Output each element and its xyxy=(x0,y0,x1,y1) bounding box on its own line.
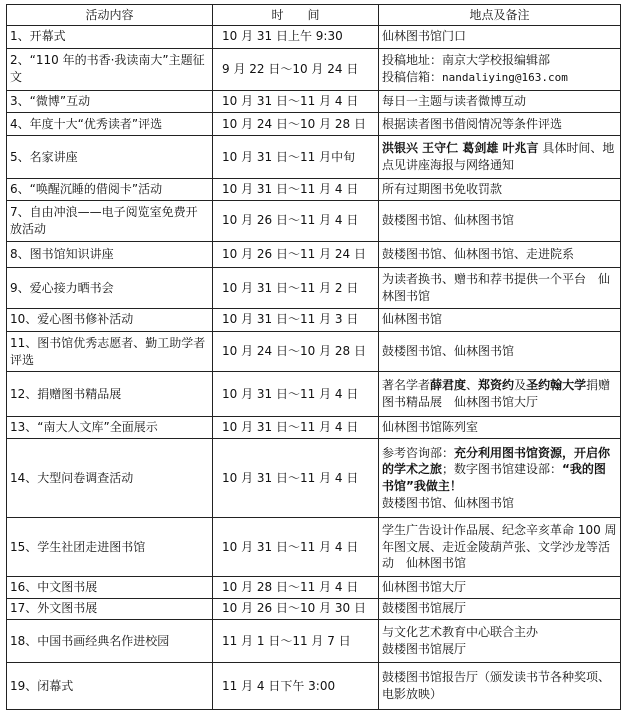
note-text-bold: 充分利用图书馆资源，开启你的学术之旅 xyxy=(382,445,611,477)
time-cell: 10 月 31 日～11 月 4 日 xyxy=(213,372,379,416)
time-cell: 10 月 28 日～11 月 4 日 xyxy=(213,576,379,598)
location-note-cell xyxy=(379,331,621,372)
note-text-bold: 洪银兴 王守仁 葛剑雄 叶兆言 xyxy=(382,141,539,156)
note-line xyxy=(382,212,617,229)
table-row xyxy=(7,200,621,241)
activity-cell: 19、闭幕式 xyxy=(7,663,213,710)
table-row xyxy=(7,26,621,49)
event-schedule-table xyxy=(6,4,621,710)
activity-cell: 1、开幕式 xyxy=(7,26,213,49)
note-text: 及 xyxy=(514,378,527,393)
note-line xyxy=(382,140,617,174)
location-note-cell xyxy=(379,308,621,331)
note-line xyxy=(382,419,617,436)
note-line xyxy=(382,311,617,328)
note-text-bold: 薛君度 xyxy=(430,378,467,393)
note-text: 鼓楼图书馆、仙林图书馆、走进院系 xyxy=(382,246,575,261)
time-cell: 10 月 31 日～11 月中旬 xyxy=(213,136,379,179)
table-row xyxy=(7,598,621,620)
note-text: 学生广告设计作品展、纪念辛亥革命 100 周年图文展、走近金陵葫芦张、文学沙龙等活动 仙林图书馆 xyxy=(382,522,617,571)
table-row xyxy=(7,517,621,576)
note-line xyxy=(382,69,617,86)
header-location-notes: 地点及备注 xyxy=(379,5,621,26)
time-cell: 10 月 31 日～11 月 4 日 xyxy=(213,90,379,113)
note-line xyxy=(382,579,617,596)
time-cell: 11 月 1 日～11 月 7 日 xyxy=(213,620,379,663)
note-text: 鼓楼图书馆、仙林图书馆 xyxy=(382,495,515,510)
note-text: 捐赠图书精品展 仙林图书馆大厅 xyxy=(382,378,611,410)
location-note-cell xyxy=(379,200,621,241)
location-note-cell xyxy=(379,620,621,663)
table-row xyxy=(7,620,621,663)
activity-cell: 13、“南大人文库”全面展示 xyxy=(7,416,213,439)
table-row xyxy=(7,663,621,710)
note-line xyxy=(382,271,617,305)
note-line xyxy=(382,495,617,512)
note-line xyxy=(382,669,617,703)
note-text: 为读者换书、赠书和荐书提供一个平台 仙林图书馆 xyxy=(382,272,611,303)
note-line xyxy=(382,600,617,617)
activity-cell: 17、外文图书展 xyxy=(7,598,213,620)
time-cell: 10 月 26 日～10 月 30 日 xyxy=(213,598,379,620)
header-row xyxy=(7,5,621,26)
time-cell: 10 月 31 日上午 9:30 xyxy=(213,26,379,49)
note-line xyxy=(382,641,617,658)
location-note-cell xyxy=(379,26,621,49)
activity-cell: 6、“唤醒沉睡的借阅卡”活动 xyxy=(7,179,213,201)
table-row xyxy=(7,179,621,201)
table-row xyxy=(7,113,621,136)
note-line xyxy=(382,181,617,198)
note-text: 投稿地址：南京大学校报编辑部 xyxy=(382,53,551,68)
email-address: nandaliying@163.com xyxy=(442,71,568,85)
time-cell: 10 月 24 日～10 月 28 日 xyxy=(213,331,379,372)
note-text: 所有过期图书免收罚款 xyxy=(382,182,503,197)
table-row xyxy=(7,267,621,308)
note-text: 仙林图书馆大厅 xyxy=(382,579,467,594)
location-note-cell xyxy=(379,598,621,620)
note-text: 仙林图书馆陈列室 xyxy=(382,420,479,435)
note-line xyxy=(382,377,617,411)
location-note-cell xyxy=(379,576,621,598)
note-line xyxy=(382,522,617,572)
activity-cell: 16、中文图书展 xyxy=(7,576,213,598)
activity-cell: 2、“110 年的书香·我读南大”主题征文 xyxy=(7,48,213,90)
note-text: 著名学者 xyxy=(382,378,431,393)
note-text: 鼓楼图书馆展厅 xyxy=(382,642,467,657)
location-note-cell xyxy=(379,267,621,308)
time-cell: 10 月 31 日～11 月 4 日 xyxy=(213,416,379,439)
activity-cell: 11、图书馆优秀志愿者、勤工助学者评选 xyxy=(7,331,213,372)
table-row xyxy=(7,439,621,517)
table-row xyxy=(7,241,621,267)
time-cell: 10 月 26 日～11 月 4 日 xyxy=(213,200,379,241)
note-text-bold: “我的图书馆”我做主！ xyxy=(382,462,606,494)
location-note-cell xyxy=(379,416,621,439)
table-row xyxy=(7,136,621,179)
location-note-cell xyxy=(379,241,621,267)
activity-cell: 4、年度十大“优秀读者”评选 xyxy=(7,113,213,136)
table-row xyxy=(7,416,621,439)
note-line xyxy=(382,52,617,69)
location-note-cell xyxy=(379,48,621,90)
location-note-cell xyxy=(379,113,621,136)
note-text-bold: 郑资约 xyxy=(478,378,515,393)
note-text: 仙林图书馆 xyxy=(382,312,443,327)
table-row xyxy=(7,90,621,113)
location-note-cell xyxy=(379,136,621,179)
note-line xyxy=(382,624,617,641)
note-line xyxy=(382,93,617,110)
note-text: 鼓楼图书馆、仙林图书馆 xyxy=(382,213,515,228)
note-text: 投稿信箱： xyxy=(382,70,443,85)
activity-cell: 18、中国书画经典名作进校园 xyxy=(7,620,213,663)
location-note-cell xyxy=(379,439,621,517)
table-row xyxy=(7,48,621,90)
note-text-bold: 圣约翰大学 xyxy=(526,378,587,393)
time-cell: 10 月 31 日～11 月 4 日 xyxy=(213,517,379,576)
activity-cell: 8、图书馆知识讲座 xyxy=(7,241,213,267)
table-row xyxy=(7,372,621,416)
time-cell: 10 月 31 日～11 月 3 日 xyxy=(213,308,379,331)
time-cell: 10 月 31 日～11 月 4 日 xyxy=(213,179,379,201)
note-text: 参考咨询部： xyxy=(382,445,455,460)
note-text: 每日一主题与读者微博互动 xyxy=(382,94,527,109)
location-note-cell xyxy=(379,179,621,201)
location-note-cell xyxy=(379,90,621,113)
note-text: 、 xyxy=(466,378,479,393)
location-note-cell xyxy=(379,663,621,710)
activity-cell: 7、自由冲浪——电子阅览室免费开放活动 xyxy=(7,200,213,241)
note-text: 与文化艺术教育中心联合主办 xyxy=(382,625,539,640)
note-text: ；数字图书馆建设部： xyxy=(442,462,563,477)
time-cell: 10 月 31 日～11 月 2 日 xyxy=(213,267,379,308)
note-line xyxy=(382,28,617,45)
note-line xyxy=(382,343,617,360)
time-cell: 11 月 4 日下午 3:00 xyxy=(213,663,379,710)
activity-cell: 12、捐赠图书精品展 xyxy=(7,372,213,416)
note-line xyxy=(382,246,617,263)
location-note-cell xyxy=(379,372,621,416)
activity-cell: 15、学生社团走进图书馆 xyxy=(7,517,213,576)
activity-cell: 14、大型问卷调查活动 xyxy=(7,439,213,517)
note-text: 鼓楼图书馆报告厅（颁发读书节各种奖项、电影放映） xyxy=(382,670,611,702)
note-text: 具体时间、地点见讲座海报与网络通知 xyxy=(382,141,615,173)
note-text: 仙林图书馆门口 xyxy=(382,29,467,44)
activity-cell: 9、爱心接力晒书会 xyxy=(7,267,213,308)
activity-cell: 3、“微博”互动 xyxy=(7,90,213,113)
time-cell: 10 月 26 日～11 月 24 日 xyxy=(213,241,379,267)
activity-cell: 5、名家讲座 xyxy=(7,136,213,179)
time-cell: 10 月 24 日～10 月 28 日 xyxy=(213,113,379,136)
table-row xyxy=(7,331,621,372)
note-text: 鼓楼图书馆展厅 xyxy=(382,601,467,616)
header-activity: 活动内容 xyxy=(7,5,213,26)
time-cell: 10 月 31 日～11 月 4 日 xyxy=(213,439,379,517)
table-row xyxy=(7,308,621,331)
time-cell: 9 月 22 日～10 月 24 日 xyxy=(213,48,379,90)
activity-cell: 10、爱心图书修补活动 xyxy=(7,308,213,331)
note-text: 鼓楼图书馆、仙林图书馆 xyxy=(382,344,515,359)
location-note-cell xyxy=(379,517,621,576)
note-text: 根据读者图书借阅情况等条件评选 xyxy=(382,116,563,131)
note-line xyxy=(382,445,617,495)
header-time: 时 间 xyxy=(213,5,379,26)
note-line xyxy=(382,116,617,133)
table-row xyxy=(7,576,621,598)
